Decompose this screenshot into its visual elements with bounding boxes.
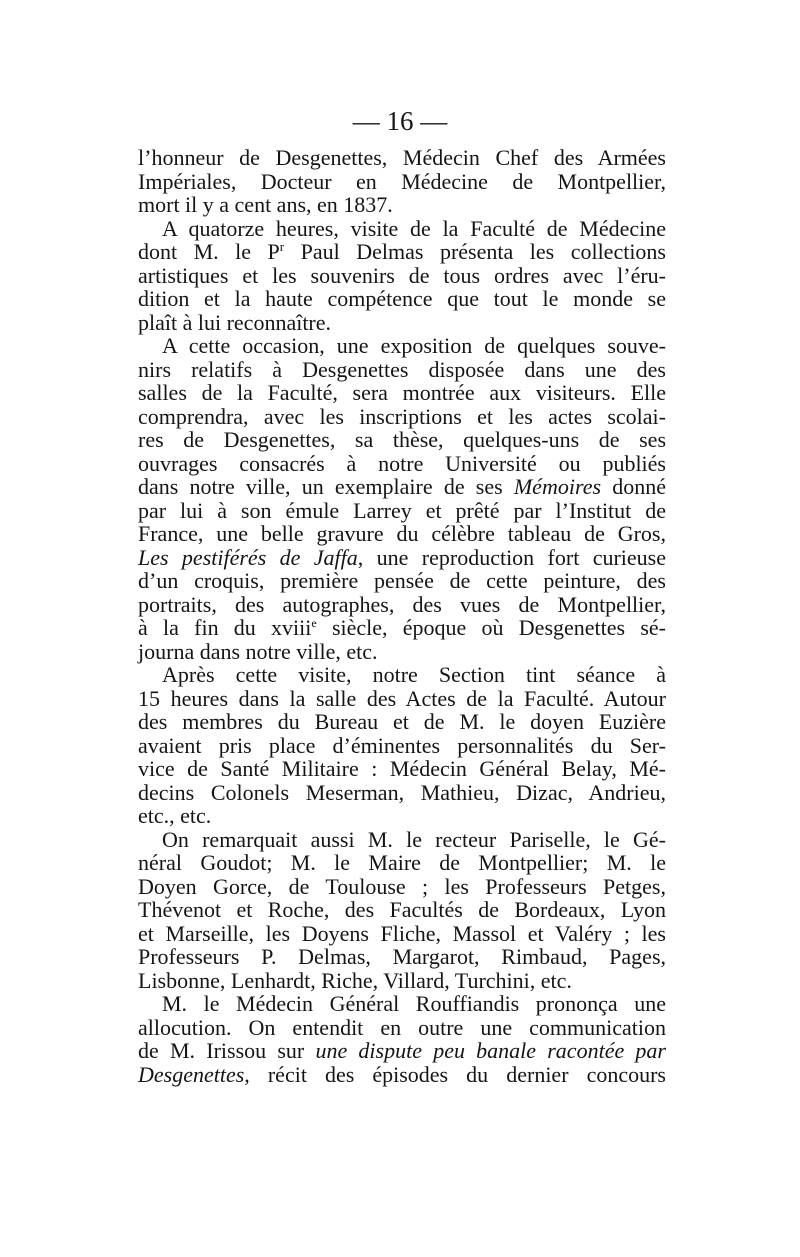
text-line: plaît à lui reconnaître. bbox=[138, 309, 332, 335]
text-fragment: donné bbox=[601, 474, 666, 499]
text-line: néral Goudot; M. le Maire de Montpellier; M. le bbox=[138, 850, 666, 875]
text-line bbox=[138, 1063, 666, 1087]
superscript: e bbox=[311, 616, 317, 630]
text-line: artistiques et les souvenirs de tous ordres avec l’éru- bbox=[138, 262, 666, 288]
text-line: Après cette visite, notre Section tint séance à bbox=[162, 662, 666, 687]
text-line: journa dans notre ville, etc. bbox=[138, 638, 378, 664]
text-line: l’honneur de Desgenettes, Médecin Chef des Armées bbox=[138, 145, 666, 170]
italic-title: Mémoires bbox=[513, 474, 602, 499]
text-line: res de Desgenettes, sa thèse, quelques-uns de ses bbox=[138, 427, 666, 452]
text-line bbox=[138, 616, 666, 640]
text-line: decins Colonels Meserman, Mathieu, Dizac, Andrieu, bbox=[138, 779, 666, 805]
text-line: ouvrages consacrés à notre Université ou publiés bbox=[138, 450, 666, 476]
text-fragment: siècle, époque où Desgenettes sé- bbox=[316, 615, 666, 640]
text-line: comprendra, avec les inscriptions et les actes scolai- bbox=[138, 403, 666, 429]
text-line: nirs relatifs à Desgenettes disposée dans une des bbox=[138, 356, 666, 382]
text-line: d’un croquis, première pensée de cette peinture, des bbox=[138, 568, 666, 593]
text-line: M. le Médecin Général Rouffiandis prononça une bbox=[162, 991, 666, 1016]
text-line: Impériales, Docteur en Médecine de Montpellier, bbox=[138, 168, 666, 194]
text-line: Lisbonne, Lenhardt, Riche, Villard, Turchini, etc. bbox=[138, 967, 572, 993]
text-fragment: dans notre ville, un exemplaire de ses bbox=[138, 474, 514, 499]
text-line: salles de la Faculté, sera montrée aux visiteurs. Elle bbox=[138, 380, 666, 405]
text-line: allocution. On entendit en outre une communication bbox=[138, 1014, 666, 1040]
century-numeral: xviii bbox=[271, 615, 312, 640]
text-line: mort il y a cent ans, en 1837. bbox=[138, 192, 393, 217]
text-line: France, une belle gravure du célèbre tableau de Gros, bbox=[138, 521, 666, 546]
body-text bbox=[138, 146, 666, 1086]
italic-title: Desgenettes bbox=[138, 1061, 245, 1087]
text-line: On remarquait aussi M. le recteur Pariselle, le Gé- bbox=[162, 826, 666, 852]
text-fragment: , une reproduction fort curieuse bbox=[357, 544, 666, 570]
text-fragment: , récit des épisodes du dernier concours bbox=[244, 1061, 666, 1087]
text-fragment: Paul Delmas présenta les collections bbox=[284, 239, 666, 264]
text-line: vice de Santé Militaire : Médecin Général Belay, Mé- bbox=[138, 756, 666, 781]
italic-title: Les pestiférés de Jaffa bbox=[138, 544, 358, 570]
text-fragment: à la fin du bbox=[138, 615, 272, 640]
text-line: par lui à son émule Larrey et prêté par l’Institut de bbox=[138, 497, 666, 523]
text-fragment: dont M. le P bbox=[138, 239, 280, 264]
text-line: Thévenot et Roche, des Facultés de Bordeaux, Lyon bbox=[138, 897, 666, 922]
text-line bbox=[138, 546, 666, 570]
text-line bbox=[138, 240, 666, 264]
text-line: portraits, des autographes, des vues de Montpellier, bbox=[138, 591, 666, 617]
text-line: 15 heures dans la salle des Actes de la Faculté. Autour bbox=[138, 685, 666, 711]
text-line: dition et la haute compétence que tout le monde se bbox=[138, 286, 666, 311]
text-line: des membres du Bureau et de M. le doyen Euzière bbox=[138, 709, 666, 734]
text-line: et Marseille, les Doyens Fliche, Massol et Valéry ; les bbox=[138, 920, 666, 946]
text-line: A quatorze heures, visite de la Faculté de Médecine bbox=[162, 215, 666, 241]
text-line: avaient pris place d’éminentes personnalités du Ser- bbox=[138, 732, 666, 758]
text-fragment: de M. Irissou sur bbox=[138, 1038, 316, 1063]
text-line: Doyen Gorce, de Toulouse ; les Professeurs Petges, bbox=[138, 873, 666, 899]
text-line bbox=[138, 1039, 666, 1063]
text-line: etc., etc. bbox=[138, 803, 212, 828]
italic-title: une dispute peu banale racontée par bbox=[315, 1038, 666, 1063]
text-line bbox=[138, 475, 666, 499]
text-line: A cette occasion, une exposition de quelques souve- bbox=[162, 333, 666, 358]
superscript: r bbox=[279, 239, 285, 254]
text-line: Professeurs P. Delmas, Margarot, Rimbaud, Pages, bbox=[138, 944, 666, 969]
page-number: — 16 — bbox=[352, 106, 448, 136]
